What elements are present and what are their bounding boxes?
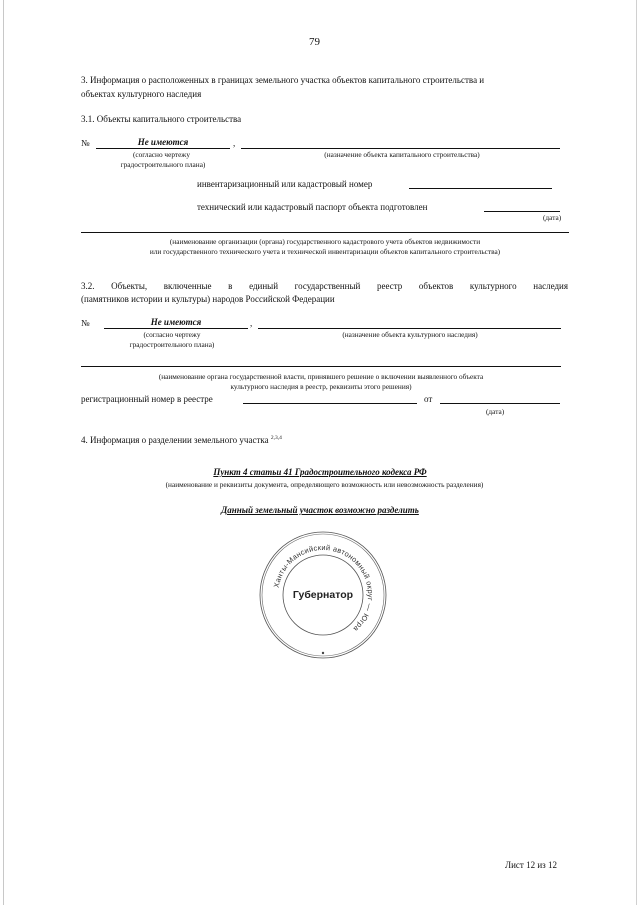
section32-number-sign: № — [81, 318, 90, 328]
section4-heading-text: 4. Информация о разделении земельного участка — [81, 435, 269, 445]
section32-number-value: Не имеются — [150, 317, 202, 327]
governor-seal — [257, 529, 389, 661]
section31-org-underline — [81, 232, 569, 233]
section31-inventory-label: инвентаризационный или кадастровый номер — [197, 179, 373, 189]
section4-footnote-refs: 2,3,4 — [270, 435, 282, 441]
section32-registry-underline — [243, 403, 417, 404]
seal-dot — [322, 652, 324, 654]
section32-comma: , — [250, 318, 253, 328]
section4-document-ref: Пункт 4 статьи 41 Градостроительного кодекса РФ — [213, 467, 427, 477]
section32-caption-drawing: (согласно чертежу — [143, 330, 201, 339]
section32-heading-line1: 3.2. Объекты, включенные в единый государственный реестр объектов культурного наследия — [81, 281, 568, 291]
section31-caption-drawing-2: градостроительного плана) — [120, 160, 206, 169]
section32-caption-purpose: (назначение объекта культурного наследия) — [342, 330, 478, 339]
section4-conclusion: Данный земельный участок возможно разделить — [221, 505, 419, 515]
section31-number-sign: № — [81, 138, 90, 148]
section32-date-underline — [440, 403, 560, 404]
section3-heading-line2: объектах культурного наследия — [81, 89, 202, 99]
section31-passport-date-underline — [484, 211, 560, 212]
section3-heading-line1: 3. Информация о расположенных в границах земельного участка объектов капитального строительства и — [81, 75, 485, 85]
section31-caption-purpose: (назначение объекта капитального строительства) — [324, 150, 480, 159]
seal-center-text: Губернатор — [292, 589, 354, 601]
section32-authority-underline — [81, 366, 561, 367]
scan-edge-left — [3, 0, 4, 905]
section31-purpose-underline — [241, 148, 560, 149]
section32-caption-authority-line2: культурного наследия в реестр, реквизиты этого решения) — [230, 382, 412, 391]
section4-heading — [81, 432, 282, 446]
section32-purpose-underline — [258, 328, 561, 329]
section32-heading-line2: (памятников истории и культуры) народов Российской Федерации — [81, 294, 335, 304]
sheet-counter: Лист 12 из 12 — [505, 860, 557, 870]
page-number: 79 — [309, 36, 320, 48]
section31-number-value: Не имеются — [137, 137, 189, 147]
section32-caption-drawing-2: градостроительного плана) — [129, 340, 215, 349]
section4-caption-document: (наименование и реквизиты документа, определяющего возможность или невозможность разделения) — [165, 480, 484, 489]
section32-registry-label: регистрационный номер в реестре — [81, 394, 213, 404]
section32-number-underline — [104, 328, 248, 329]
section31-caption-org-line2: или государственного технического учета и технической инвентаризации объектов капитального строительства) — [149, 247, 501, 256]
section31-heading: 3.1. Объекты капитального строительства — [81, 114, 242, 124]
seal-ring-text: Ханты-Мансийский автономный округ — Югра — [271, 542, 376, 634]
section32-caption-date: (дата) — [486, 407, 505, 416]
scan-edge-right — [636, 0, 637, 905]
section31-comma: , — [233, 138, 236, 148]
section31-number-underline — [96, 148, 230, 149]
section32-caption-authority-line1: (наименование органа государственной власти, принявшего решение о включении выявленного объекта — [158, 372, 484, 381]
section31-caption-date: (дата) — [543, 213, 562, 222]
section31-caption-drawing: (согласно чертежу — [132, 150, 190, 159]
section32-from-label: от — [424, 394, 433, 404]
section31-inventory-underline — [409, 188, 552, 189]
section31-passport-label: технический или кадастровый паспорт объекта подготовлен — [197, 202, 428, 212]
section31-caption-org-line1: (наименование организации (органа) государственного кадастрового учета объектов недвижимости — [169, 237, 481, 246]
